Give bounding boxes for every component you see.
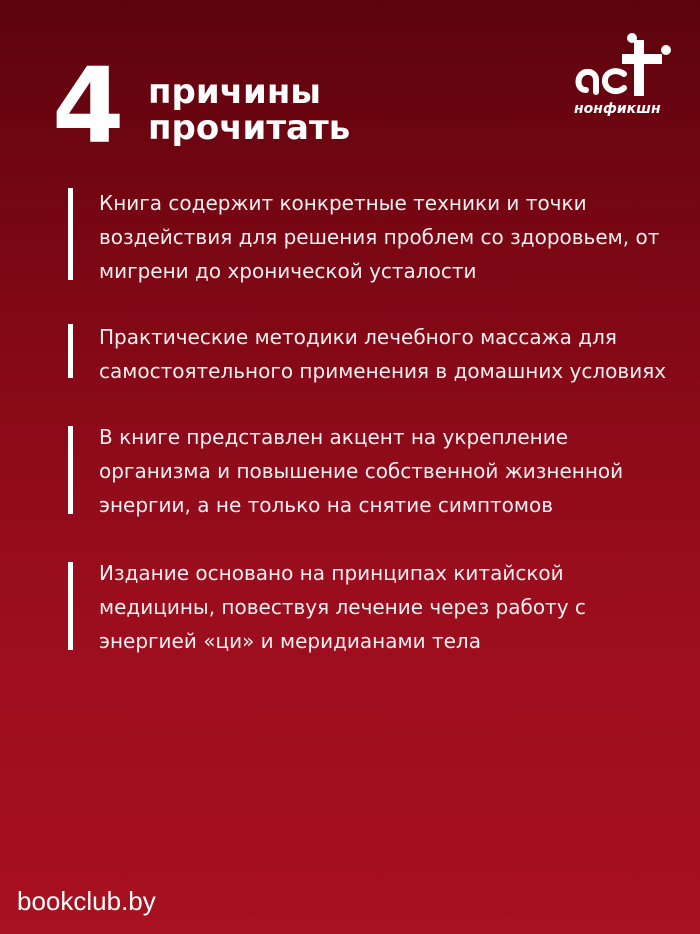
reason-bar bbox=[68, 188, 73, 280]
reason-text bbox=[99, 556, 586, 658]
reason-line: организма и повышение собственной жизненной bbox=[99, 459, 624, 483]
title-line: причины bbox=[148, 72, 322, 112]
reason-text bbox=[99, 420, 623, 522]
logo-text: нонфикшн bbox=[574, 101, 661, 117]
reason-line: Издание основано на принципах китайской bbox=[99, 561, 564, 585]
site-watermark: bookclub.by bbox=[17, 886, 156, 916]
reason-line: воздействия для решения проблем со здоровьем, от bbox=[99, 225, 660, 249]
reason-bar bbox=[68, 324, 73, 378]
reason-line: энергией «ци» и меридианами тела bbox=[99, 629, 481, 653]
reason-line: самостоятельного применения в домашних условиях bbox=[99, 359, 667, 383]
reason-item bbox=[68, 186, 659, 288]
reason-item bbox=[68, 556, 586, 658]
reason-line: В книге представлен акцент на укрепление bbox=[99, 425, 569, 449]
publisher-logo bbox=[572, 28, 672, 118]
reason-item bbox=[68, 420, 623, 522]
reason-line: Практические методики лечебного массажа для bbox=[99, 325, 617, 349]
reason-line: энергии, а не только на снятие симптомов bbox=[99, 493, 554, 517]
reason-item bbox=[68, 320, 666, 388]
reasons-count: 4 bbox=[52, 45, 123, 167]
reason-line: медицины, повествуя лечение через работу с bbox=[99, 595, 586, 619]
logo-mark-icon bbox=[572, 28, 672, 104]
header-title bbox=[148, 74, 350, 146]
reason-bar bbox=[68, 426, 73, 514]
reason-text bbox=[99, 186, 659, 288]
reason-bar bbox=[68, 562, 73, 650]
title-line: прочитать bbox=[148, 108, 351, 148]
reason-line: мигрени до хронической усталости bbox=[99, 259, 477, 283]
reason-line: Книга содержит конкретные техники и точки bbox=[99, 191, 587, 215]
reason-text bbox=[99, 320, 666, 388]
